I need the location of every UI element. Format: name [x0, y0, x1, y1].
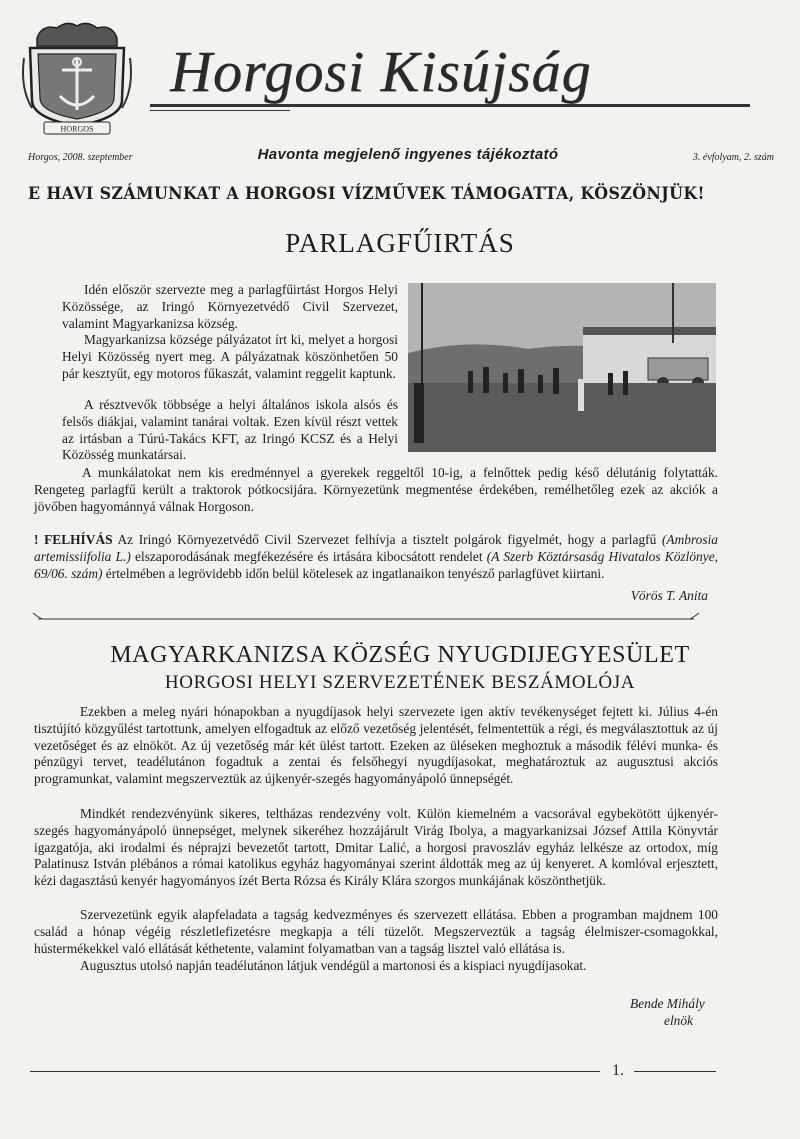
article2-title: MAGYARKANIZSA KÖZSÉG NYUGDIJEGYESÜLET	[110, 642, 690, 668]
article1-para1-text: Idén először szervezte meg a parlagfűirtást Horgos Helyi Közössége, az Iringó Környezetvédő Civil Szervezet, valamint Magyarkanizsa község.	[62, 282, 398, 331]
call-to-action-paragraph	[34, 532, 718, 582]
call-reference: (A Szerb Köztársaság Hivatalos Közlönye, 69/06. szám)	[34, 548, 718, 581]
footer-rule-right	[634, 1071, 716, 1072]
call-label: ! FELHÍVÁS	[34, 532, 113, 547]
issue-date: Horgos, 2008. szeptember	[28, 152, 133, 163]
call-text-3: értelmében a legrövidebb időn belül kötelesek az ingatlanaikon tenyésző parlagfüvet kiirtani.	[102, 565, 605, 581]
article2-para4-text: Augusztus utolsó napján teadélutánon látjuk vendégül a martonosi és a kispiaci nyugdíjasokat.	[80, 958, 587, 973]
issue-number: 3. évfolyam, 2. szám	[692, 152, 774, 163]
article2-author-name: Bende Mihály	[630, 996, 705, 1011]
call-latin-name: (Ambrosia artemissiifolia L.)	[34, 532, 718, 564]
article1-para4-text: A munkálatokat nem kis eredménnyel a gyerekek reggeltől 10-ig, a felnőttek pedig késő délutánig folytatták. Rengeteg parlagfű került a traktorok pótkocsijára. Környezetünk megmentése érdekében, remélhetőleg ezek az akciók a jövőben hagyománnyá válnak Horgoson.	[34, 465, 718, 514]
article1-paragraph-4	[34, 465, 718, 515]
article1-para2-text: Magyarkanizsa községe pályázatot írt ki, melyet a horgosi Helyi Közösség nyert meg. A pályázatnak köszönhetően 50 pár kesztyűt, egy motoros fűkaszát, valamint reggelit kaptunk.	[62, 332, 398, 381]
issue-info-bar	[28, 146, 774, 166]
article2-para3-text: Szervezetünk egyik alapfeladata a tagság kedvezményes és szervezett ellátása. Ebben a programban majdnem 100 család a hónap végéig részletlefizetésre megkapja a téli tüzelőt. Megszerveztük a tagság élelmiszer-csomagokkal, hústermékekkel való ellátását kéthetente, valamint folyamatban van a tagság lisztel való ellátása is.	[34, 907, 718, 956]
article1-author: Vörös T. Anita	[630, 588, 708, 603]
article1-paragraph-3	[62, 397, 398, 464]
article1-para3-text: A résztvevők többsége a helyi általános iskola alsós és felsős diákjai, valamint tanárai voltak. Ezen kívül részt vettek az irtásban a Túrú-Takács KFT, az Iringó KCSZ és a Helyi Közösség munkatársai.	[62, 397, 398, 463]
sponsor-banner: E HAVI SZÁMUNKAT A HORGOSI VÍZMŰVEK TÁMOGATTA, KÖSZÖNJÜK!	[28, 184, 705, 203]
footer-rule-left	[30, 1071, 600, 1072]
crest-label: HORGOS	[60, 124, 94, 134]
article2-subtitle: HORGOSI HELYI SZERVEZETÉNEK BESZÁMOLÓJA	[164, 672, 636, 693]
article2-paragraph-1	[34, 704, 718, 788]
article2-paragraph-3	[34, 907, 718, 957]
article1-paragraph-2	[62, 332, 398, 382]
page-number: 1.	[612, 1062, 624, 1079]
tagline: Havonta megjelenő ingyenes tájékoztató	[257, 146, 559, 163]
article2-paragraph-4	[34, 958, 718, 975]
article2-paragraph-2	[34, 806, 718, 890]
coat-of-arms-icon	[22, 18, 132, 136]
masthead-underline	[150, 104, 750, 107]
call-text-2: elszaporodásának megfékezésére és irtására kibocsátott rendelet	[130, 548, 487, 564]
photo-weed-cleanup	[408, 283, 716, 452]
article2-para1-text: Ezekben a meleg nyári hónapokban a nyugdíjasok helyi szervezete igen aktív tevékenységet fejtett ki. Július 4-én tisztújító közgyűlést tartottunk, amelyen elfogadtuk az előző vezetőség jelentését, felmentettük a régi, és megválasztottuk az új vezetőséget és az elnököt. Az új vezetőség már két ülést tartott. Ezeken az üléseken meghoztuk a második félévi munka- és pénzügyi tervet, teadélutánon fogadtuk a zentai és felsőhegyi nyugdíjasokat, meghatároztuk az augusztusi akciós programunkat, valamint megszerveztük az újkenyér-szegés hagyományápoló ünnepségét.	[34, 704, 718, 787]
newspaper-title: Horgosi Kisújság	[170, 39, 592, 104]
call-text-1: Az Iringó Környezetvédő Civil Szervezet felhívja a tisztelt polgárok figyelmét, hogy a parlagfű	[112, 532, 662, 547]
article2-author-role: elnök	[664, 1013, 693, 1028]
article2-para2-text: Mindkét rendezvényünk sikeres, teltházas rendezvény volt. Külön kiemelném a vacsorával egybekötött újkenyér-szegés hagyományápoló ünnepséget, melynek sikeréhez hozzájárult Virág Ibolya, a magyarkanizsai József Attila Könyvtár igazgatója, aki irodalmi és néprajzi bevezetőt tartott, Dmitar Lalić, a horgosi pravoszláv egyház lelkésze az ortodox, míg Palatinusz István plébános a római katolikus egyház hagyományai szerint áldották meg az új kenyeret. A komlóval erjesztett, kézi dagasztású kenyér hagyományos ízét Berta Rózsa és Király Klára szorgos munkájának köszönthetjük.	[34, 806, 718, 889]
article1-paragraph-1	[62, 282, 398, 332]
section-divider	[32, 612, 700, 626]
masthead-underline-thin	[150, 110, 290, 111]
article-title-ragweed: PARLAGFŰIRTÁS	[285, 228, 515, 258]
